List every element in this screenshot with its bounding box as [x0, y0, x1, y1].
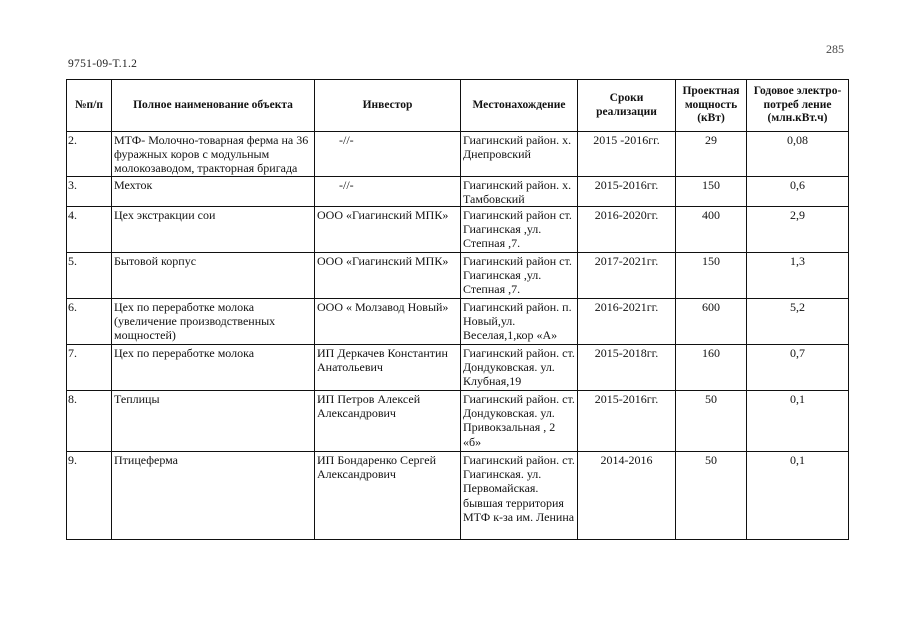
cell-num: 9. [67, 452, 112, 540]
cell-power: 400 [676, 207, 747, 253]
cell-power: 50 [676, 391, 747, 452]
cell-consumption: 2,9 [747, 207, 849, 253]
header-consumption: Годовое электро-потреб ление (млн.кВт.ч) [747, 80, 849, 132]
cell-term: 2016-2021гг. [578, 299, 676, 345]
cell-term: 2015-2016гг. [578, 391, 676, 452]
cell-location: Гиагинский район. ст. Дондуковская. ул. Привокзальная , 2 «б» [461, 391, 578, 452]
header-power: Проектная мощность (кВт) [676, 80, 747, 132]
cell-name: Теплицы [112, 391, 315, 452]
cell-num: 2. [67, 132, 112, 177]
cell-investor: ИП Петров Алексей Александрович [315, 391, 461, 452]
table-row [67, 452, 849, 540]
table-row [67, 132, 849, 177]
cell-location: Гиагинский район. х. Днепровский [461, 132, 578, 177]
table-row [67, 176, 849, 206]
cell-location: Гиагинский район. ст. Дондуковская. ул. Клубная,19 [461, 345, 578, 391]
table-row [67, 345, 849, 391]
table-row [67, 391, 849, 452]
cell-consumption: 1,3 [747, 253, 849, 299]
cell-investor: ИП Бондаренко Сергей Александрович [315, 452, 461, 540]
header-location: Местонахождение [461, 80, 578, 132]
cell-term: 2017-2021гг. [578, 253, 676, 299]
cell-location: Гиагинский район ст. Гиагинская ,ул. Степная ,7. [461, 207, 578, 253]
cell-location: Гиагинский район. х. Тамбовский [461, 176, 578, 206]
cell-consumption: 0,7 [747, 345, 849, 391]
cell-investor: -//- [315, 132, 461, 177]
cell-investor: ООО « Молзавод Новый» [315, 299, 461, 345]
cell-term: 2014-2016 [578, 452, 676, 540]
cell-term: 2016-2020гг. [578, 207, 676, 253]
cell-power: 50 [676, 452, 747, 540]
cell-term: 2015 -2016гг. [578, 132, 676, 177]
cell-name: МТФ- Молочно-товарная ферма на 36 фуражных коров с модульным молокозаводом, тракторная бригада [112, 132, 315, 177]
table-row [67, 207, 849, 253]
cell-name: Бытовой корпус [112, 253, 315, 299]
cell-location: Гиагинский район. п. Новый,ул. Веселая,1,кор «А» [461, 299, 578, 345]
cell-name: Цех экстракции сои [112, 207, 315, 253]
cell-consumption: 0,1 [747, 452, 849, 540]
cell-power: 160 [676, 345, 747, 391]
header-name: Полное наименование объекта [112, 80, 315, 132]
investment-projects-table [66, 79, 849, 540]
cell-consumption: 0,6 [747, 176, 849, 206]
cell-investor: ООО «Гиагинский МПК» [315, 207, 461, 253]
cell-name: Птицеферма [112, 452, 315, 540]
cell-term: 2015-2018гг. [578, 345, 676, 391]
page-number: 285 [826, 42, 844, 56]
cell-investor: -//- [315, 176, 461, 206]
table-row [67, 253, 849, 299]
cell-name: Цех по переработке молока (увеличение производственных мощностей) [112, 299, 315, 345]
cell-num: 3. [67, 176, 112, 206]
cell-num: 8. [67, 391, 112, 452]
cell-location: Гиагинский район ст. Гиагинская ,ул. Степная ,7. [461, 253, 578, 299]
cell-investor: ИП Деркачев Константин Анатольевич [315, 345, 461, 391]
document-code: 9751-09-Т.1.2 [68, 58, 138, 70]
cell-investor: ООО «Гиагинский МПК» [315, 253, 461, 299]
cell-power: 150 [676, 253, 747, 299]
cell-term: 2015-2016гг. [578, 176, 676, 206]
cell-name: Цех по переработке молока [112, 345, 315, 391]
table-row [67, 299, 849, 345]
cell-num: 6. [67, 299, 112, 345]
cell-num: 4. [67, 207, 112, 253]
header-num: №п/п [67, 80, 112, 132]
cell-power: 29 [676, 132, 747, 177]
header-investor: Инвестор [315, 80, 461, 132]
cell-num: 5. [67, 253, 112, 299]
header-term: Сроки реализации [578, 80, 676, 132]
table-header-row [67, 80, 849, 132]
cell-num: 7. [67, 345, 112, 391]
cell-consumption: 0,08 [747, 132, 849, 177]
cell-power: 600 [676, 299, 747, 345]
cell-location: Гиагинский район. ст. Гиагинская. ул. Первомайская. бывшая территория МТФ к-за им. Ленина [461, 452, 578, 540]
cell-power: 150 [676, 176, 747, 206]
cell-name: Мехток [112, 176, 315, 206]
cell-consumption: 5,2 [747, 299, 849, 345]
cell-consumption: 0,1 [747, 391, 849, 452]
